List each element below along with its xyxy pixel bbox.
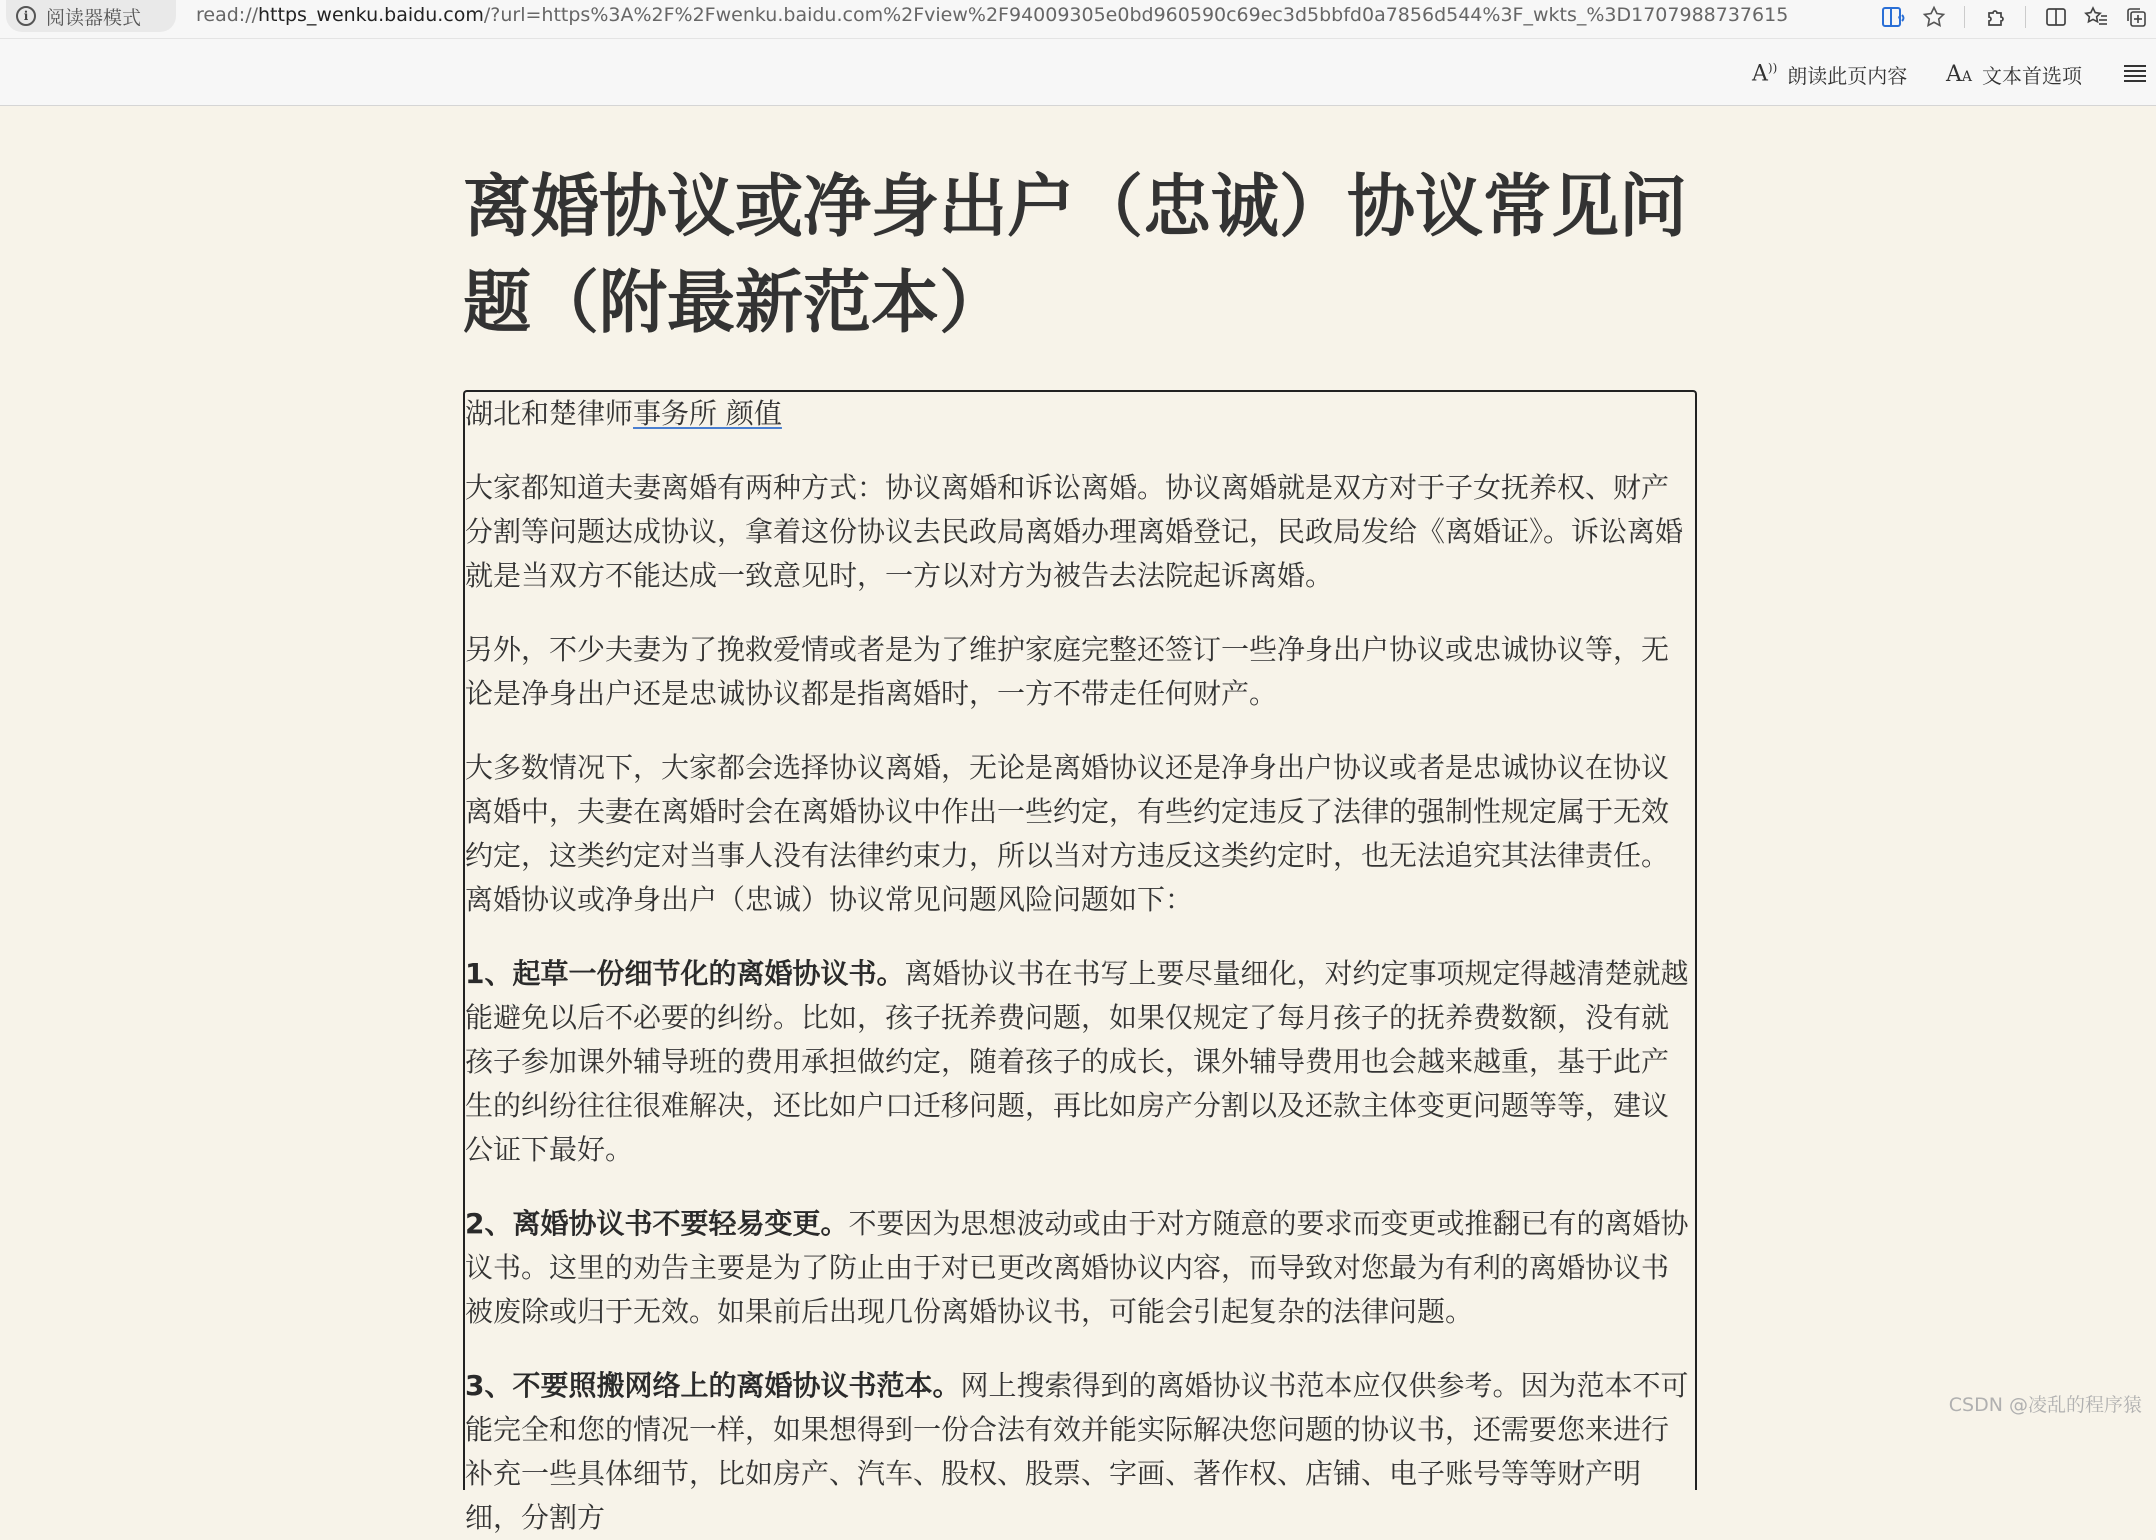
- reader-mode-label: 阅读器模式: [46, 6, 142, 29]
- collections-icon[interactable]: [2116, 0, 2156, 34]
- paragraph: 另外，不少夫妻为了挽救爱情或者是为了维护家庭完整还签订一些净身出户协议或忠诚协议等，无论是净身出户还是忠诚协议都是指离婚时，一方不带走任何财产。: [465, 633, 1670, 710]
- address-bar: [0, 0, 2156, 39]
- url-prefix: read://: [196, 4, 258, 26]
- point-body: 离婚协议书在书写上要尽量细化，对约定事项规定得越清楚就越能避免以后不必要的纠纷。比如，孩子抚养费问题，如果仅规定了每月孩子的抚养费数额，没有就孩子参加课外辅导班的费用承担做约定，随着孩子的成长，课外辅导费用也会越来越重，基于此产生的纠纷往往很难解决，还比如户口迁移问题，再比如房产分割以及还款主体变更问题等等，建议公证下最好。: [465, 957, 1689, 1166]
- separator: [1964, 6, 1965, 28]
- paragraph: 大家都知道夫妻离婚有两种方式：协议离婚和诉讼离婚。协议离婚就是双方对于子女抚养权、财产分割等问题达成协议，拿着这份协议去民政局离婚办理离婚登记，民政局发给《离婚证》。诉讼离婚就是当双方不能达成一致意见时，一方以对方为被告去法院起诉离婚。: [465, 471, 1684, 592]
- point-heading: 3、不要照搬网络上的离婚协议书范本。: [465, 1369, 961, 1402]
- article-content: [463, 390, 1697, 1534]
- text-preferences-icon: AA: [1946, 61, 1973, 87]
- read-aloud-button[interactable]: [1752, 59, 1907, 89]
- favorite-star-icon[interactable]: [1914, 0, 1954, 34]
- point-heading: 2、离婚协议书不要轻易变更。: [465, 1207, 849, 1240]
- split-screen-icon[interactable]: [2036, 0, 2076, 34]
- text-preferences-button[interactable]: [1946, 59, 2082, 89]
- author-name: 事务所 颜值: [633, 397, 782, 430]
- immersive-reader-icon[interactable]: [1874, 0, 1914, 34]
- point-heading: 1、起草一份细节化的离婚协议书。: [465, 957, 905, 990]
- url-path: /?url=https%3A%2F%2Fwenku.baidu.com%2Fview%2F94009305e0bd960590c69ec3d5bbfd0a7856d544%3F_wkts_%3D1707988737615: [483, 4, 1789, 26]
- text-preferences-label: 文本首选项: [1982, 63, 2083, 88]
- read-aloud-icon: A)): [1752, 61, 1778, 87]
- address-bar-icons: [1874, 0, 2156, 34]
- reader-toolbar: [0, 39, 2156, 106]
- numbered-point: [465, 952, 1695, 1172]
- list-icon: [2122, 61, 2148, 87]
- paragraph: 大多数情况下，大家都会选择协议离婚，无论是离婚协议还是净身出户协议或者是忠诚协议在协议离婚中，夫妻在离婚时会在离婚协议中作出一些约定，有些约定违反了法律的强制性规定属于无效约定，这类约定对当事人没有法律约束力，所以当对方违反这类约定时，也无法追究其法律责任。离婚协议或净身出户（忠诚）协议常见问题风险问题如下：: [465, 751, 1670, 916]
- reader-mode-indicator[interactable]: [6, 0, 176, 32]
- watermark: CSDN @凌乱的程序猿: [1948, 1394, 2142, 1416]
- article-title: 离婚协议或净身出户（忠诚）协议常见问题（附最新范本）: [463, 168, 1688, 343]
- separator: [2025, 6, 2026, 28]
- article: [463, 160, 1695, 1534]
- numbered-point: [465, 1364, 1695, 1540]
- contents-menu-button[interactable]: [2122, 59, 2148, 89]
- read-aloud-label: 朗读此页内容: [1787, 63, 1908, 88]
- author-prefix: 湖北和楚律师: [465, 397, 634, 430]
- point-body: 不要因为思想波动或由于对方随意的要求而变更或推翻已有的离婚协议书。这里的劝告主要是为了防止由于对已更改离婚协议内容，而导致对您最为有利的离婚协议书被废除或归于无效。如果前后出现几份离婚协议书，可能会引起复杂的法律问题。: [465, 1207, 1689, 1328]
- extensions-icon[interactable]: [1975, 0, 2015, 34]
- info-icon: i: [16, 6, 36, 26]
- url-host: https_wenku.baidu.com: [258, 4, 484, 26]
- favorites-icon[interactable]: [2076, 0, 2116, 34]
- numbered-point: [465, 1202, 1695, 1334]
- point-body: 网上搜索得到的离婚协议书范本应仅供参考。因为范本不可能完全和您的情况一样，如果想得到一份合法有效并能实际解决您问题的协议书，还需要您来进行补充一些具体细节，比如房产、汽车、股权、股票、字画、著作权、店铺、电子账号等等财产明细，分割方: [465, 1369, 1689, 1534]
- url-field[interactable]: [196, 4, 1788, 26]
- author-line: [465, 392, 1695, 436]
